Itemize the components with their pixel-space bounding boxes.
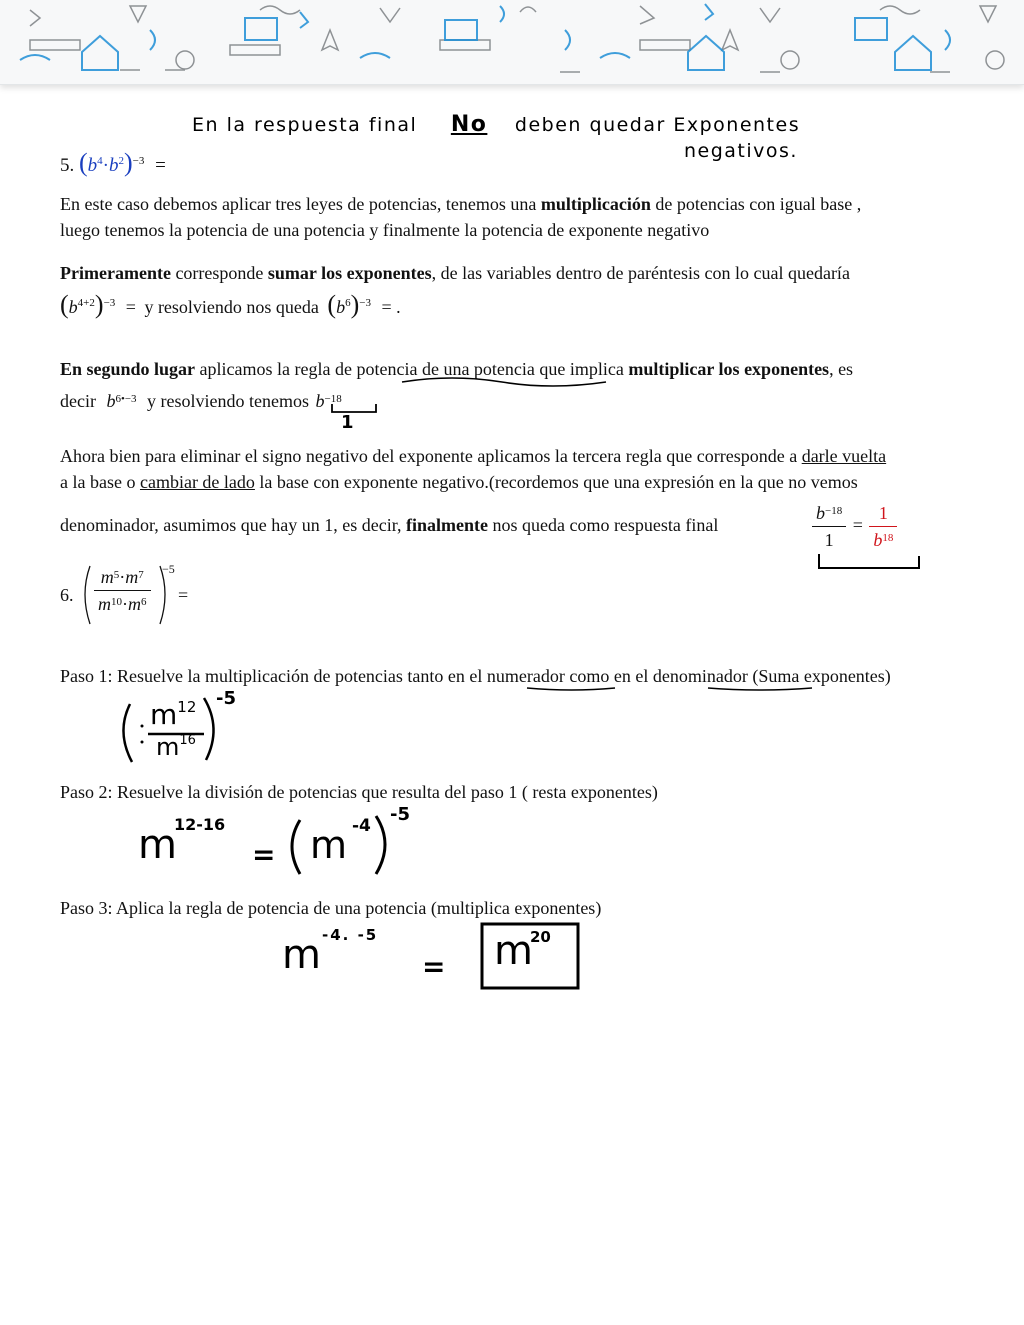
- hand-step1-denominator: [156, 733, 196, 761]
- doodle-pattern-icon: [0, 0, 1024, 84]
- final-fraction: [812, 500, 846, 553]
- problem-6-step-3: Paso 3: Aplica la regla de potencia de una potencia (multiplica exponentes): [60, 898, 602, 918]
- step2-line2-text-a: decir: [60, 391, 96, 411]
- den-base-1: m: [98, 594, 111, 614]
- hand-step2-outer-exp: -5: [390, 804, 410, 825]
- problem-number: 5.: [60, 155, 75, 176]
- intro-bold: multiplicación: [540, 194, 651, 214]
- expr-base: b: [106, 391, 116, 411]
- step2-line2-text-b: y resolviendo tenemos: [147, 391, 310, 411]
- hand-num-base: m: [150, 698, 178, 731]
- step1-text-c: (Suma exponentes): [747, 666, 891, 686]
- step1-text-b: como en el: [564, 666, 653, 686]
- dot-op: ·: [119, 567, 126, 587]
- outer-exp: −3: [132, 155, 145, 167]
- den-exp-1: 10: [111, 596, 122, 608]
- step3-text-5: nos queda como respuesta final: [487, 515, 719, 535]
- result-exp: −18: [324, 393, 342, 405]
- step1-bold-1: Primeramente: [60, 263, 171, 283]
- step3-text-1: Ahora bien para eliminar el signo negativo del exponente aplicamos la tercera regla que corresponde a: [60, 446, 802, 466]
- problem-5-heading: [60, 150, 166, 179]
- step3-text-2: a la base o: [60, 472, 140, 492]
- intro-text-2: de potencias con igual base ,: [650, 194, 862, 214]
- step2-underlined: potencia de una potencia: [356, 359, 535, 379]
- den-base-2: m: [128, 594, 141, 614]
- problem-6-numerator: [94, 564, 151, 591]
- problem-5-step-3-line-3: [60, 512, 718, 538]
- hand-step3-equals: =: [422, 950, 446, 983]
- handwritten-answer-bracket-icon: [815, 550, 925, 572]
- num-exp-1: 5: [113, 569, 120, 581]
- final-red-fraction: [869, 500, 897, 553]
- step1-bold-2: sumar los exponentes: [267, 263, 432, 283]
- problem-6-main-fraction: [94, 564, 151, 617]
- step1-underlined-1: numerador: [486, 666, 565, 686]
- hand-step3-exp: -4. -5: [322, 926, 379, 944]
- step2-text-3: , es: [829, 359, 854, 379]
- expr-base-2: b: [336, 297, 346, 317]
- numerator-exp: −18: [825, 505, 843, 517]
- num-exp-2: 7: [138, 569, 144, 581]
- outer-exp: −3: [103, 297, 116, 309]
- equals-sign: =: [125, 297, 136, 317]
- close-paren: ): [94, 290, 104, 319]
- handwritten-underlines-icon: [525, 684, 825, 694]
- hand-step1-numerator: [150, 698, 196, 731]
- problem-6-number: 6.: [60, 585, 74, 605]
- step1-text-a: Paso 1: Resuelve la multiplicación de potencias tanto en el: [60, 666, 487, 686]
- hand-step1-outer-exp: -5: [216, 688, 236, 709]
- decorative-header-banner: [0, 0, 1024, 85]
- step1-text-2: , de las variables dentro de paréntesis con lo cual quedaría: [431, 263, 850, 283]
- red-den-exp: 18: [882, 532, 894, 544]
- intro-text-1: En este caso debemos aplicar tres leyes de potencias, tenemos una: [60, 194, 541, 214]
- numerator-base: b: [816, 503, 825, 523]
- problem-6-equals: =: [178, 585, 189, 605]
- expr-exp: 6•−3: [115, 393, 137, 405]
- handwritten-note-text: En la respuesta final: [192, 114, 418, 136]
- close-paren: ): [124, 148, 133, 177]
- step2-text-2: que implica: [534, 359, 629, 379]
- final-fraction-numerator: [812, 500, 846, 527]
- problem-5-intro: [60, 191, 970, 243]
- equals-sign: =: [852, 514, 863, 535]
- open-paren-2: (: [327, 290, 337, 319]
- problem-5-step-3: [60, 443, 972, 495]
- step1-underlined-2: denominador: [652, 666, 748, 686]
- final-fraction-denominator: 1: [824, 530, 834, 550]
- hand-step2-base: m: [138, 822, 177, 868]
- expr-base: b: [87, 155, 98, 176]
- expr-exp-2: 6: [345, 297, 351, 309]
- expr-base: b: [68, 297, 78, 317]
- handwritten-note: [192, 112, 800, 137]
- expr-exp-2: 2: [118, 155, 124, 167]
- final-red-numerator: 1: [869, 500, 897, 527]
- step1-end: = .: [381, 297, 401, 317]
- hand-step2-exp: 12-16: [174, 815, 226, 834]
- handwritten-one: 1: [341, 412, 354, 433]
- dot-op: ·: [102, 155, 109, 176]
- equals-sign: =: [155, 155, 166, 176]
- open-paren: (: [79, 148, 88, 177]
- step3-underlined-1: darle vuelta: [801, 446, 887, 466]
- result-base: b: [315, 391, 325, 411]
- step3-underlined-2: cambiar de lado: [139, 472, 255, 492]
- final-answer-expression: [812, 500, 897, 553]
- num-base-2: m: [125, 567, 139, 587]
- handwritten-note-no: No: [450, 112, 488, 137]
- expr-exp: 4: [97, 155, 103, 167]
- hand-num-exp: 12: [177, 698, 197, 716]
- problem-6-denominator: [94, 591, 151, 617]
- step2-bold-2: multiplicar los exponentes: [628, 359, 830, 379]
- hand-step3-answer-exp: 20: [530, 928, 551, 946]
- step1-mid-text: y resolviendo nos queda: [144, 297, 319, 317]
- step2-bold-1: En segundo lugar: [60, 359, 196, 379]
- problem-6-outer-exp: −5: [162, 562, 175, 576]
- hand-den-base: m: [156, 733, 180, 761]
- handwritten-note-line2: negativos.: [684, 140, 798, 162]
- outer-exp-2: −3: [359, 297, 371, 309]
- num-base-1: m: [100, 567, 114, 587]
- problem-6-step-2: Paso 2: Resuelve la división de potencias que resulta del paso 1 ( resta exponentes): [60, 782, 658, 802]
- problem-6-fraction: [94, 564, 151, 617]
- step3-bold: finalmente: [405, 515, 488, 535]
- problem-5-step-1-expressions: [60, 292, 401, 320]
- hand-step2-inner-base: m: [310, 823, 348, 867]
- hand-step2-equals: =: [252, 838, 276, 871]
- intro-line-2: luego tenemos la potencia de una potencia y finalmente la potencia de exponente negativo: [60, 220, 710, 240]
- handwritten-note-text-b: deben quedar Exponentes: [514, 114, 801, 136]
- hand-den-exp: 16: [179, 733, 196, 748]
- dot-op-2: ·: [122, 594, 128, 614]
- step3-text-3: la base con exponente negativo.(recordemos que una expresión en la que no vemos: [254, 472, 858, 492]
- hand-step3-base: m: [282, 932, 321, 978]
- expr-base-2: b: [109, 155, 119, 176]
- close-paren-2: ): [350, 290, 360, 319]
- problem-5-step-1: [60, 260, 970, 286]
- expr-exp: 4+2: [77, 297, 95, 309]
- handwritten-underline-icon: [400, 376, 610, 388]
- red-den-base: b: [873, 530, 883, 550]
- step1-text-1: corresponde: [170, 263, 268, 283]
- hand-step2-inner-exp: -4: [352, 816, 371, 836]
- hand-step3-answer-base: m: [494, 928, 533, 974]
- step3-text-4: denominador, asumimos que hay un 1, es decir,: [60, 515, 406, 535]
- handwritten-fraction-bar-icon: [330, 402, 380, 416]
- den-exp-2: 6: [141, 596, 147, 608]
- open-paren: (: [60, 290, 69, 319]
- problem-5-step-2-line-2: [60, 388, 342, 414]
- step2-text-1: aplicamos la regla de: [195, 359, 357, 379]
